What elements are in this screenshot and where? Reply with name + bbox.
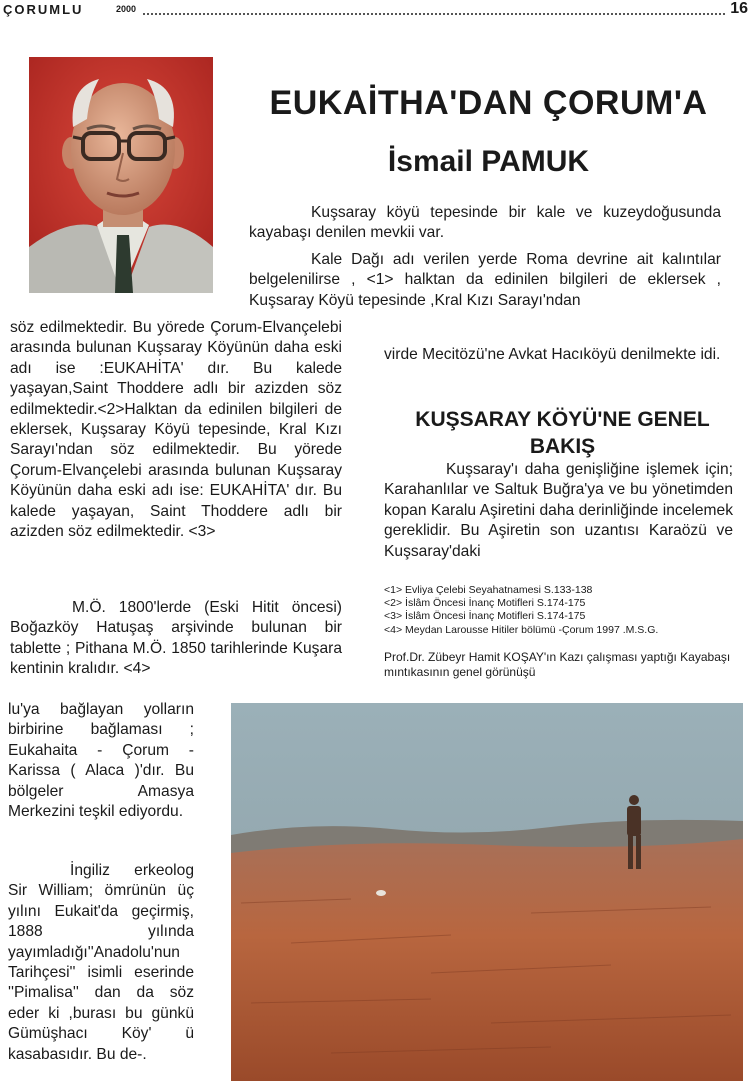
column1-paragraph-1: söz edilmektedir. Bu yörede Çorum-Elvançelebi arasında bulunan Kuşsaray Köyünün daha eski adı ise :EUKAHİTA' dır. Bu kalede yaşayan,Saint Thoddere adlı bir azizden söz edilmektedir.<2>Halktan da edinilen bilgileri de eklersek, Kuşsaray Köyü tepesinde, Kral Kızı Sarayı'ndan söz edilmektedir. Bu yörede Çorum-Elvançelebi arasında bulunan Kuşsaray Köyünün daha eski adı ise: EUKAHİTA' dır. Bu kalede yaşayan, Saint Thoddere adlı bir azizden söz edilmektedir. <3> bbox=[10, 319, 342, 541]
footnotes bbox=[384, 584, 734, 637]
header-dotted-rule bbox=[143, 13, 725, 15]
left-column-paragraph-1: lu'ya bağlayan yolların birbirine bağlaması ; Eukahaita - Çorum - Karissa ( Alaca )'dır. Bu bölgeler Amasya Merkezini teşkil ediyordu. bbox=[8, 701, 194, 821]
section-heading: KUŞSARAY KÖYÜ'NE GENEL BAKIŞ bbox=[415, 408, 710, 458]
excavation-site-photo bbox=[231, 703, 743, 1081]
photo-caption: Prof.Dr. Zübeyr Hamit KOŞAY'ın Kazı çalışması yaptığı Kayabaşı mıntıkasının genel görünüşü bbox=[384, 650, 731, 679]
article-author: İsmail PAMUK bbox=[387, 145, 590, 178]
issue-year: 2000 bbox=[116, 4, 137, 14]
column2-paragraph-2: Kuşsaray'ı daha genişliğine işlemek için; Karahanlılar ve Saltuk Buğra'ya ve bu yönetimden kopan Karalu Aşiretini daha derinliğinde incelemek gereklidir. Bu Aşiretin son uzantısı Karaözü ve Kuşsaray'daki bbox=[384, 461, 733, 560]
footnote-4: <4> Meydan Larousse Hitiler bölümü -Çorum 1997 .M.S.G. bbox=[384, 623, 659, 636]
left-column-paragraph-2: İngiliz erkeolog Sir William; ömrünün üç yılını Eukait'da geçirmiş, 1888 yılında yayımladığı''Anadolu'nun Tarihçesi'' isimli eserinde ''Pimalisa'' dan da söz eder ki ,burası bu günkü Gümüşhacı Köy' ü kasabasıdır. Bu de-. bbox=[8, 862, 194, 1063]
author-portrait bbox=[29, 57, 213, 293]
magazine-brand: ÇORUMLU bbox=[3, 2, 84, 17]
article-title: EUKAİTHA'DAN ÇORUM'A bbox=[269, 84, 708, 122]
page-number: 16 bbox=[730, 0, 748, 17]
footnote-3: <3> İslâm Öncesi İnanç Motifleri S.174-175 bbox=[384, 610, 586, 623]
footnote-1: <1> Evliya Çelebi Seyahatnamesi S.133-138 bbox=[384, 584, 593, 596]
column1-paragraph-2: M.Ö. 1800'lerde (Eski Hitit öncesi) Boğazköy Hatuşaş arşivinde bulunan bir tablette ; Pithana M.Ö. 1850 tarihlerinde Kuşara kentinin kralıdır. <4> bbox=[10, 599, 342, 678]
column2-paragraph-1: virde Mecitözü'ne Avkat Hacıköyü denilmekte idi. bbox=[384, 346, 721, 363]
intro-paragraph-1: Kuşsaray köyü tepesinde bir kale ve kuzeydoğusunda kayabaşı denilen mevkii var. bbox=[249, 204, 721, 242]
intro-paragraph-2: Kale Dağı adı verilen yerde Roma devrine ait kalıntılar belgelenilirse , <1> halktan da edinilen bilgileri de eklersek , Kuşsaray Köyü tepesinde ,Kral Kızı Sarayı'ndan bbox=[249, 251, 721, 309]
footnote-2: <2> İslâm Öncesi İnanç Motifleri S.174-175 bbox=[384, 597, 586, 610]
